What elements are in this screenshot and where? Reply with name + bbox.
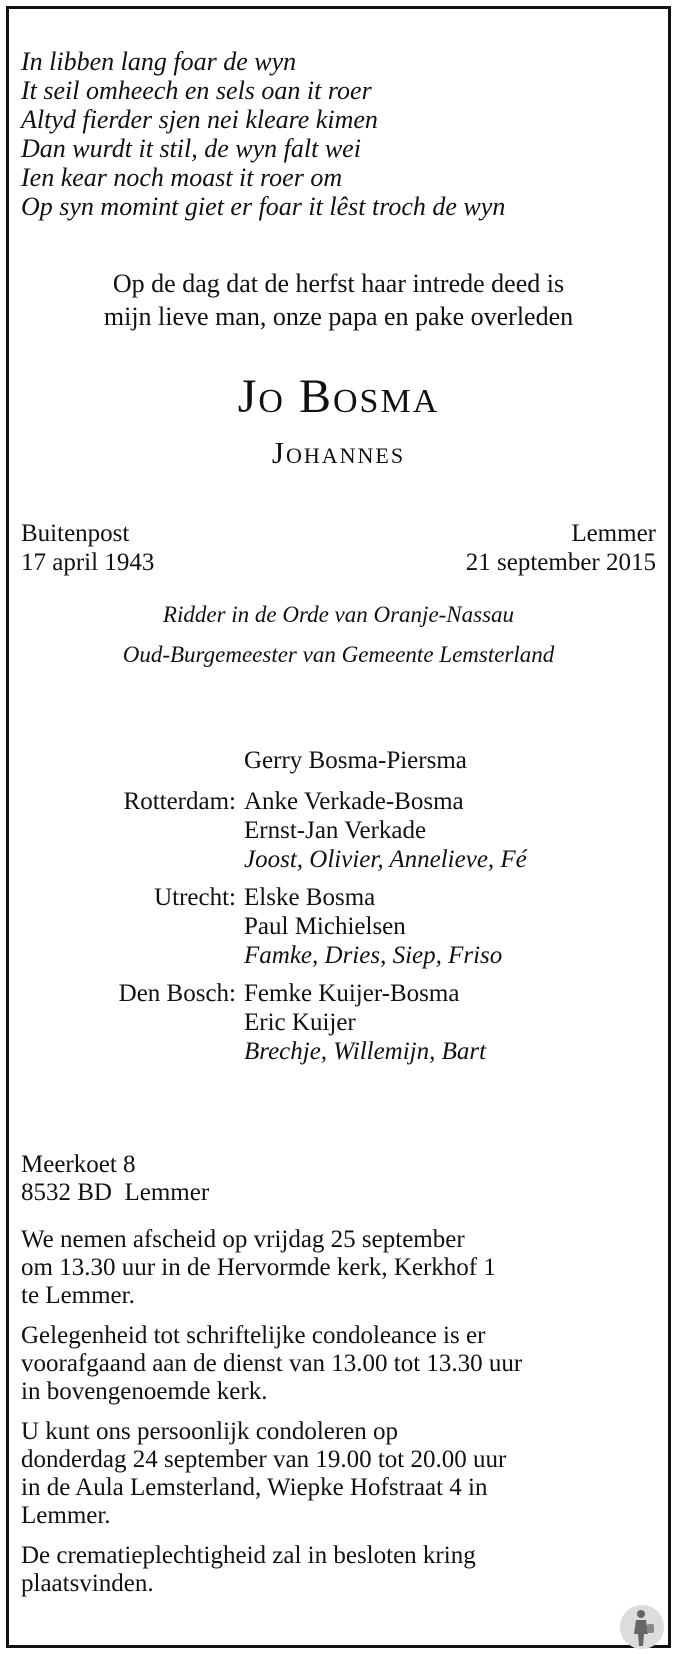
paragraph-line: in bovengenoemde kerk. xyxy=(21,1378,268,1405)
poem-line: In libben lang foar de wyn xyxy=(21,47,297,76)
deceased-name: Jo Bosma xyxy=(237,370,440,423)
family-group xyxy=(244,883,502,970)
birth-date: 17 april 1943 xyxy=(21,549,155,576)
death-info xyxy=(466,519,656,577)
family-member: Paul Michielsen xyxy=(244,913,406,940)
family-place: Utrecht: xyxy=(154,884,236,911)
paragraph-line: Gelegenheid tot schriftelijke condoleance is er xyxy=(21,1322,486,1349)
family-group xyxy=(244,979,486,1066)
paragraph-line: voorafgaand aan de dienst van 13.00 tot 13.30 uur xyxy=(21,1350,523,1377)
family-member: Anke Verkade-Bosma xyxy=(244,788,464,815)
deceased-given-name: Johannes xyxy=(271,435,406,470)
person-with-urn-icon xyxy=(619,1604,665,1650)
paragraph-line: plaatsvinden. xyxy=(21,1570,154,1597)
grandchildren: Famke, Dries, Siep, Friso xyxy=(244,942,503,969)
death-place: Lemmer xyxy=(571,520,656,547)
paragraph-line: Lemmer. xyxy=(21,1502,111,1529)
poem-line: Altyd fierder sjen nei kleare kimen xyxy=(21,105,378,134)
correspondence-address xyxy=(21,1151,661,1207)
announcement-intro xyxy=(9,267,668,333)
paragraph xyxy=(21,1226,661,1310)
paragraph-line: De crematieplechtigheid zal in besloten kring xyxy=(21,1542,476,1569)
honor-title: Ridder in de Orde van Oranje-Nassau xyxy=(162,602,515,627)
poem-line: Op syn momint giet er foar it lêst troch de wyn xyxy=(21,192,506,221)
paragraph-line: om 13.30 uur in de Hervormde kerk, Kerkhof 1 xyxy=(21,1254,496,1281)
intro-line: mijn lieve man, onze papa en pake overleden xyxy=(103,302,574,331)
paragraph-line: te Lemmer. xyxy=(21,1282,135,1309)
poem-line: Dan wurdt it stil, de wyn falt wei xyxy=(21,134,361,163)
paragraph xyxy=(21,1322,661,1406)
death-date: 21 september 2015 xyxy=(465,549,656,576)
address-line: 8532 BD Lemmer xyxy=(21,1179,210,1206)
obituary-card xyxy=(6,6,671,1648)
intro-line: Op de dag dat de herfst haar intrede deed is xyxy=(112,269,565,298)
family-group xyxy=(244,787,527,874)
poem xyxy=(21,47,505,221)
family-group xyxy=(244,746,467,775)
honor-title: Oud-Burgemeester van Gemeente Lemsterland xyxy=(122,642,555,667)
poem-line: It seil omheech en sels oan it roer xyxy=(21,76,372,105)
paragraph-line: U kunt ons persoonlijk condoleren op xyxy=(21,1418,399,1445)
birth-info xyxy=(21,519,154,577)
paragraph-line: We nemen afscheid op vrijdag 25 september xyxy=(21,1226,465,1253)
family-member: Eric Kuijer xyxy=(244,1009,356,1036)
service-details xyxy=(21,1226,661,1610)
family-place: Rotterdam: xyxy=(123,788,236,815)
paragraph xyxy=(21,1418,661,1530)
family-place: Den Bosch: xyxy=(118,980,236,1007)
family-member: Elske Bosma xyxy=(244,884,376,911)
family-member: Femke Kuijer-Bosma xyxy=(244,980,460,1007)
paragraph-line: donderdag 24 september van 19.00 tot 20.00 uur xyxy=(21,1446,507,1473)
grandchildren: Brechje, Willemijn, Bart xyxy=(244,1038,487,1065)
family-member: Gerry Bosma-Piersma xyxy=(244,747,467,774)
poem-line: Ien kear noch moast it roer om xyxy=(21,163,343,192)
family-member: Ernst-Jan Verkade xyxy=(244,817,427,844)
address-line: Meerkoet 8 xyxy=(21,1151,136,1178)
paragraph xyxy=(21,1542,661,1598)
paragraph-line: in de Aula Lemsterland, Wiepke Hofstraat 4 in xyxy=(21,1474,488,1501)
grandchildren: Joost, Olivier, Annelieve, Fé xyxy=(244,846,527,873)
birth-place: Buitenpost xyxy=(21,520,130,547)
